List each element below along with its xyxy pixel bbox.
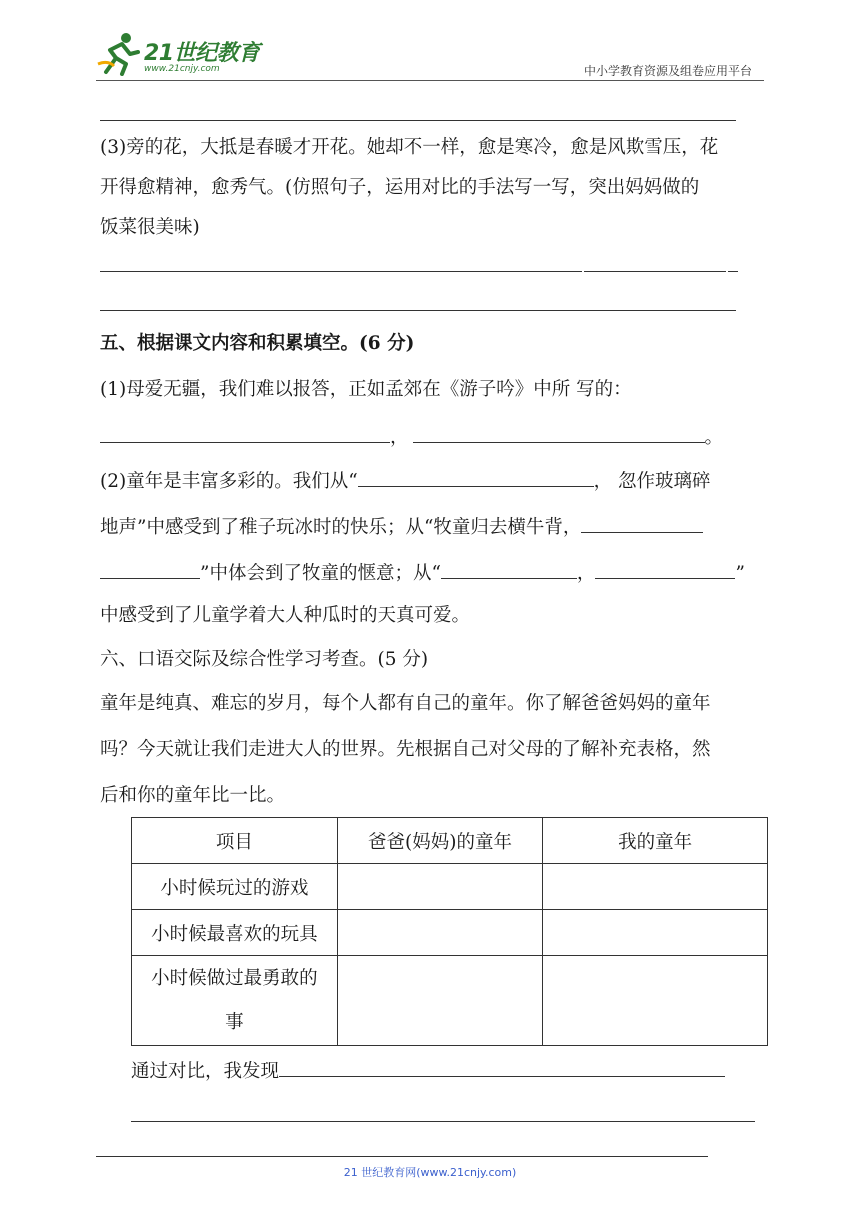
fill-blank[interactable]	[100, 424, 390, 443]
s5-q2-line-3: ”中体会到了牧童的惬意；从“ ， ”	[100, 560, 745, 586]
fill-blank[interactable]	[441, 560, 577, 579]
fill-blank[interactable]	[595, 560, 735, 579]
fill-blank[interactable]	[100, 560, 200, 579]
s5-q1-answer-row	[100, 424, 723, 450]
fill-blank[interactable]	[358, 468, 594, 487]
table-row	[132, 864, 768, 910]
footer-text: 21 世纪教育网(www.21cnjy.com)	[343, 1166, 517, 1179]
answer-cell[interactable]	[337, 864, 543, 910]
q3-line-1: (3)旁的花，大抵是春暖才开花。她却不一样，愈是寒冷，愈是风欺雪压，花	[100, 137, 719, 158]
table-header: 爸爸(妈妈)的童年	[337, 818, 543, 864]
answer-cell[interactable]	[337, 956, 543, 1046]
answer-cell[interactable]	[543, 910, 768, 956]
answer-cell[interactable]	[543, 956, 768, 1046]
answer-line	[100, 310, 736, 311]
footer-divider	[96, 1156, 708, 1157]
table-header: 项目	[132, 818, 338, 864]
table-header: 我的童年	[543, 818, 768, 864]
punct: 。	[704, 427, 724, 448]
q3-line-3: 饭菜很美味)	[100, 217, 200, 238]
answer-cell[interactable]	[543, 864, 768, 910]
fill-blank[interactable]	[413, 424, 705, 443]
site-logo	[96, 30, 266, 80]
platform-label: 中小学教育资源及组卷应用平台	[583, 64, 752, 78]
fill-blank[interactable]	[279, 1058, 725, 1077]
s6-paragraph-line-2: 吗？今天就让我们走进大人的世界。先根据自己对父母的了解补充表格，然	[100, 739, 711, 760]
answer-line	[584, 271, 726, 272]
s5-q2-line-4: 中感受到了儿童学着大人种瓜时的天真可爱。	[100, 605, 471, 626]
s5-q1-text: (1)母爱无疆，我们难以报答，正如孟郊在《游子吟》中所 写的：	[100, 379, 632, 400]
answer-line	[100, 271, 582, 272]
punct: ，	[390, 427, 409, 448]
q3-line-2: 开得愈精神，愈秀气。(仿照句子，运用对比的手法写一写，突出妈妈做的	[100, 177, 700, 198]
row-label: 小时候最喜欢的玩具	[132, 910, 338, 956]
s5-q2-line-2: 地声”中感受到了稚子玩冰时的快乐；从“牧童归去横牛背，	[100, 514, 703, 540]
answer-line	[728, 271, 738, 272]
s5-q2-line-1: (2)童年是丰富多彩的。我们从“ ， 忽作玻璃碎	[100, 468, 711, 494]
section-5-title: 五、根据课文内容和积累填空。(6 分)	[100, 333, 415, 354]
answer-line	[100, 120, 736, 121]
table-row	[132, 910, 768, 956]
header-divider	[96, 80, 764, 81]
table-row	[132, 956, 768, 1046]
section-6-title: 六、口语交际及综合性学习考查。(5 分)	[100, 649, 429, 670]
logo-text: 21世纪教育	[144, 41, 260, 66]
fill-blank[interactable]	[581, 514, 703, 533]
s6-paragraph-line-1: 童年是纯真、难忘的岁月，每个人都有自己的童年。你了解爸爸妈妈的童年	[100, 693, 711, 714]
row-label: 小时候做过最勇敢的 事	[132, 956, 338, 1046]
table-header-row	[132, 818, 768, 864]
logo-url: www.21cnjy.com	[144, 64, 220, 74]
conclusion-line: 通过对比，我发现	[131, 1058, 725, 1084]
row-label: 小时候玩过的游戏	[132, 864, 338, 910]
runner-icon	[96, 32, 142, 76]
s6-paragraph-line-3: 后和你的童年比一比。	[100, 785, 286, 806]
answer-cell[interactable]	[337, 910, 543, 956]
answer-line	[131, 1121, 755, 1122]
comparison-table	[131, 817, 768, 1046]
